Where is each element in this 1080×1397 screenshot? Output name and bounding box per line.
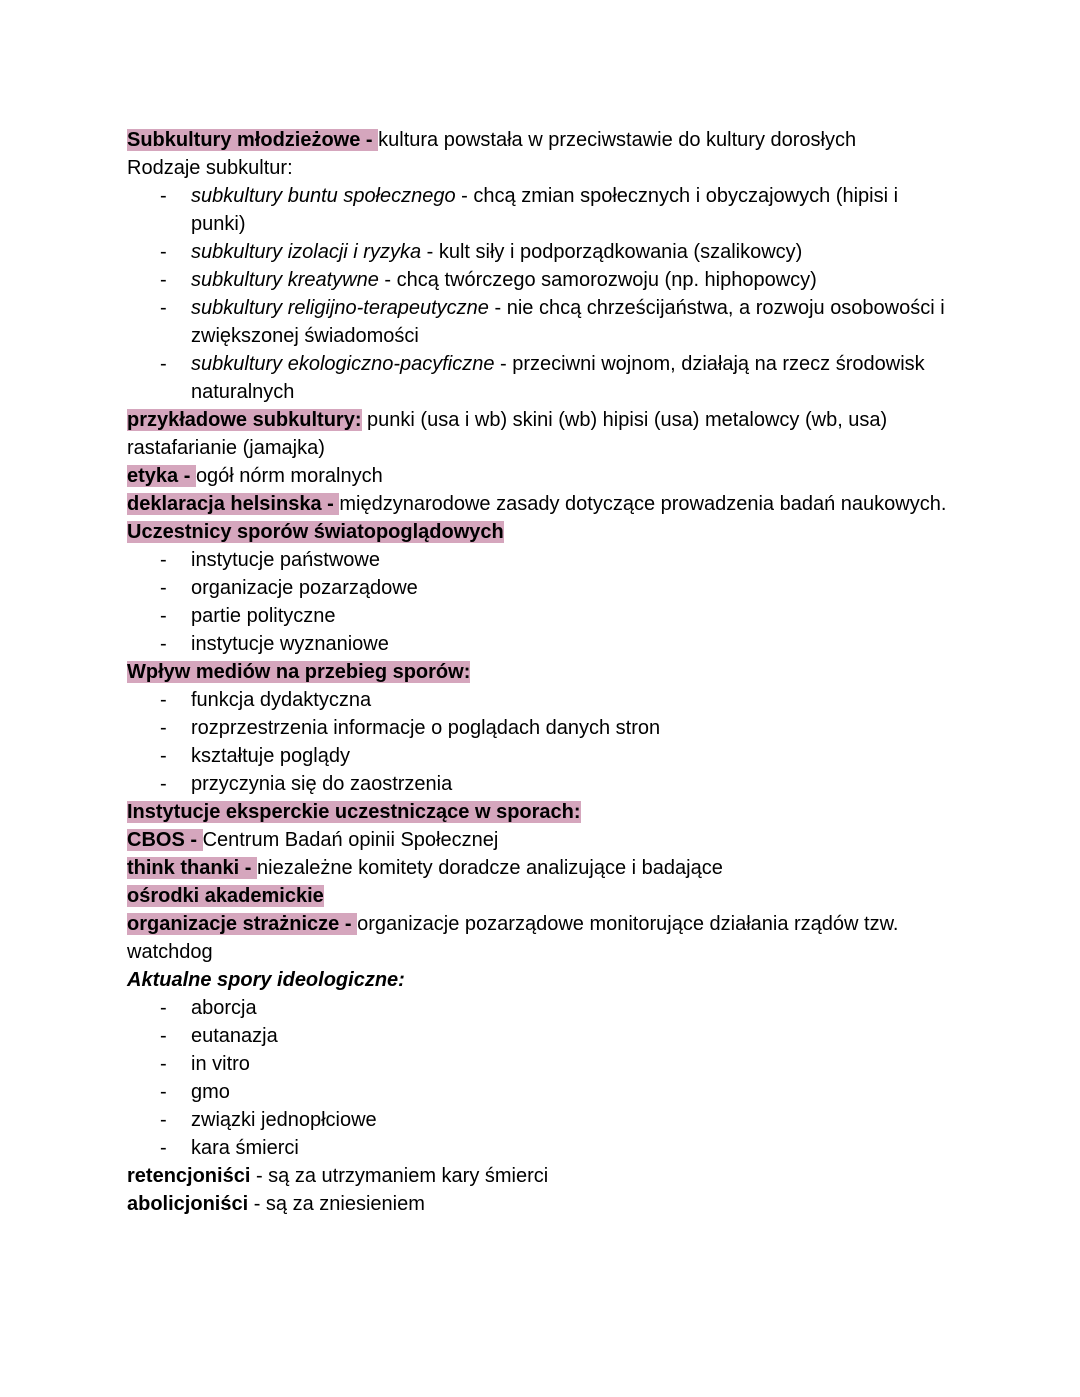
highlighted-term: przykładowe subkultury: (127, 409, 362, 431)
list-item (191, 630, 957, 658)
bold-term: retencjoniści (127, 1165, 251, 1187)
paragraph (127, 826, 957, 854)
list-item (191, 994, 957, 1022)
paragraph (127, 126, 957, 154)
italic-text: subkultury religijno-terapeutyczne (191, 297, 489, 319)
list-item (191, 294, 957, 350)
italic-text: subkultury kreatywne (191, 269, 379, 291)
bullet-list (127, 182, 957, 406)
text-segment: organizacje pozarządowe monitorujące działania rządów tzw. watchdog (127, 913, 899, 963)
highlighted-term: deklaracja helsinska - (127, 493, 340, 515)
text-segment: instytucje państwowe (191, 549, 380, 571)
text-segment: funkcja dydaktyczna (191, 689, 372, 711)
text-segment: Centrum Badań opinii Społecznej (202, 829, 499, 851)
text-segment: aborcja (191, 997, 257, 1019)
text-segment: instytucje wyznaniowe (191, 633, 389, 655)
list-item (191, 574, 957, 602)
text-segment: organizacje pozarządowe (191, 577, 418, 599)
list-item (191, 714, 957, 742)
text-segment: gmo (191, 1081, 230, 1103)
highlighted-term: Subkultury młodzieżowe - (127, 129, 379, 151)
text-segment: - są za zniesieniem (248, 1193, 425, 1215)
text-segment: eutanazja (191, 1025, 278, 1047)
paragraph (127, 1190, 957, 1218)
paragraph (127, 406, 957, 462)
text-segment: in vitro (191, 1053, 250, 1075)
text-segment: - przeciwni wojnom, działają na rzecz środowisk naturalnych (191, 353, 925, 403)
bold-term: abolicjoniści (127, 1193, 249, 1215)
text-segment: kara śmierci (191, 1137, 299, 1159)
list-item (191, 686, 957, 714)
list-item (191, 1134, 957, 1162)
list-item (191, 742, 957, 770)
text-segment: niezależne komitety doradcze analizujące i badające (257, 857, 723, 879)
paragraph (127, 1162, 957, 1190)
bold-term: Aktualne spory ideologiczne: (127, 969, 405, 991)
paragraph (127, 658, 957, 686)
list-item (191, 770, 957, 798)
bullet-list (127, 686, 957, 798)
list-item (191, 1106, 957, 1134)
highlighted-term: organizacje strażnicze - (127, 913, 358, 935)
list-item (191, 1022, 957, 1050)
text-segment: przyczynia się do zaostrzenia (191, 773, 453, 795)
text-segment: Rodzaje subkultur: (127, 157, 293, 179)
text-segment: - kult siły i podporządkowania (szalikowcy) (421, 241, 803, 263)
list-item (191, 1050, 957, 1078)
highlighted-term: Uczestnicy sporów światopoglądowych (127, 521, 504, 543)
list-item (191, 546, 957, 574)
text-segment: kultura powstała w przeciwstawie do kultury dorosłych (378, 129, 857, 151)
paragraph (127, 854, 957, 882)
paragraph (127, 518, 957, 546)
text-segment: - nie chcą chrześcijaństwa, a rozwoju osobowości i zwiększonej świadomości (191, 297, 945, 347)
list-item (191, 602, 957, 630)
highlighted-term: Instytucje eksperckie uczestniczące w sporach: (127, 801, 581, 823)
paragraph (127, 462, 957, 490)
paragraph (127, 154, 957, 182)
paragraph (127, 882, 957, 910)
text-segment: partie polityczne (191, 605, 336, 627)
paragraph (127, 910, 957, 966)
highlighted-term: Wpływ mediów na przebieg sporów: (127, 661, 471, 683)
italic-text: subkultury buntu społecznego (191, 185, 456, 207)
text-segment: związki jednopłciowe (191, 1109, 377, 1131)
bullet-list (127, 994, 957, 1162)
text-segment: - są za utrzymaniem kary śmierci (250, 1165, 549, 1187)
italic-text: subkultury izolacji i ryzyka (191, 241, 422, 263)
highlighted-term: think thanki - (127, 857, 257, 879)
text-segment: międzynarodowe zasady dotyczące prowadzenia badań naukowych. (339, 493, 947, 515)
bullet-list (127, 546, 957, 658)
list-item (191, 266, 957, 294)
text-segment: - chcą twórczego samorozwoju (np. hiphopowcy) (378, 269, 817, 291)
paragraph (127, 966, 957, 994)
list-item (191, 1078, 957, 1106)
text-segment: ogół nórm moralnych (195, 465, 383, 487)
list-item (191, 182, 957, 238)
highlighted-term: ośrodki akademickie (127, 885, 324, 907)
highlighted-term: CBOS - (127, 829, 203, 851)
text-segment: - chcą zmian społecznych i obyczajowych (hipisi i punki) (191, 185, 899, 235)
document-body (127, 126, 957, 1218)
paragraph (127, 798, 957, 826)
highlighted-term: etyka - (127, 465, 196, 487)
paragraph (127, 490, 957, 518)
list-item (191, 350, 957, 406)
text-segment: punki (usa i wb) skini (wb) hipisi (usa) metalowcy (wb, usa) rastafarianie (jamajka) (127, 409, 888, 459)
text-segment: kształtuje poglądy (191, 745, 350, 767)
list-item (191, 238, 957, 266)
italic-text: subkultury ekologiczno-pacyficzne (191, 353, 495, 375)
text-segment: rozprzestrzenia informacje o poglądach danych stron (191, 717, 661, 739)
